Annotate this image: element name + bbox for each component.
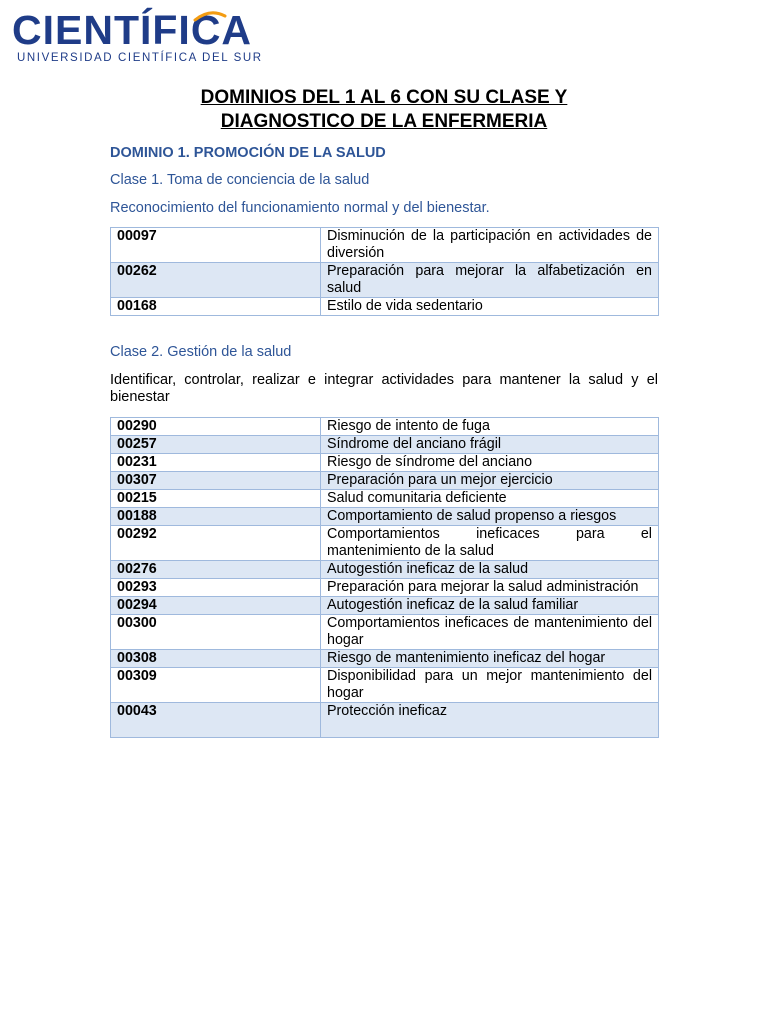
table-row bbox=[111, 579, 659, 597]
diagnosis-description: Preparación para un mejor ejercicio bbox=[321, 472, 659, 490]
table-row bbox=[111, 298, 659, 316]
diagnosis-description: Autogestión ineficaz de la salud familiar bbox=[321, 597, 659, 615]
diagnosis-code: 00307 bbox=[111, 472, 321, 490]
class-2-diagnosis-table bbox=[110, 417, 659, 738]
table-row bbox=[111, 615, 659, 650]
diagnosis-description: Preparación para mejorar la salud administración bbox=[321, 579, 659, 597]
table-row bbox=[111, 436, 659, 454]
diagnosis-description: Disminución de la participación en actividades de diversión bbox=[321, 228, 659, 263]
university-logo bbox=[12, 8, 282, 68]
diagnosis-code: 00168 bbox=[111, 298, 321, 316]
diagnosis-code: 00300 bbox=[111, 615, 321, 650]
diagnosis-description: Autogestión ineficaz de la salud bbox=[321, 561, 659, 579]
diagnosis-code: 00292 bbox=[111, 526, 321, 561]
logo-wordmark: CIENTÍFICA bbox=[12, 7, 253, 53]
diagnosis-code: 00308 bbox=[111, 650, 321, 668]
logo-accent-arc-icon bbox=[192, 10, 228, 22]
diagnosis-code: 00294 bbox=[111, 597, 321, 615]
page-title-line-2: DIAGNOSTICO DE LA ENFERMERIA bbox=[220, 111, 548, 132]
diagnosis-description: Riesgo de mantenimiento ineficaz del hogar bbox=[321, 650, 659, 668]
diagnosis-code: 00231 bbox=[111, 454, 321, 472]
diagnosis-description: Salud comunitaria deficiente bbox=[321, 490, 659, 508]
diagnosis-code: 00215 bbox=[111, 490, 321, 508]
diagnosis-description: Riesgo de síndrome del anciano bbox=[321, 454, 659, 472]
diagnosis-description: Síndrome del anciano frágil bbox=[321, 436, 659, 454]
page-title bbox=[110, 86, 658, 134]
diagnosis-description: Protección ineficaz bbox=[321, 703, 659, 738]
table-row bbox=[111, 263, 659, 298]
logo-subtitle: UNIVERSIDAD CIENTÍFICA DEL SUR bbox=[17, 52, 263, 64]
diagnosis-code: 00188 bbox=[111, 508, 321, 526]
class-1-heading: Clase 1. Toma de conciencia de la salud bbox=[110, 172, 370, 188]
table-row bbox=[111, 650, 659, 668]
table-row bbox=[111, 561, 659, 579]
diagnosis-description: Comportamiento de salud propenso a riesgos bbox=[321, 508, 659, 526]
page-title-line-1: DOMINIOS DEL 1 AL 6 CON SU CLASE Y bbox=[200, 87, 568, 108]
table-row bbox=[111, 454, 659, 472]
diagnosis-code: 00257 bbox=[111, 436, 321, 454]
diagnosis-code: 00309 bbox=[111, 668, 321, 703]
table-row bbox=[111, 526, 659, 561]
table-row bbox=[111, 597, 659, 615]
diagnosis-description: Preparación para mejorar la alfabetización en salud bbox=[321, 263, 659, 298]
table-row bbox=[111, 418, 659, 436]
diagnosis-description: Estilo de vida sedentario bbox=[321, 298, 659, 316]
diagnosis-description: Riesgo de intento de fuga bbox=[321, 418, 659, 436]
table-row bbox=[111, 703, 659, 738]
domain-1-heading: DOMINIO 1. PROMOCIÓN DE LA SALUD bbox=[110, 145, 386, 161]
class-2-description: Identificar, controlar, realizar e integrar actividades para mantener la salud y el bienestar bbox=[110, 372, 658, 405]
diagnosis-code: 00262 bbox=[111, 263, 321, 298]
diagnosis-code: 00043 bbox=[111, 703, 321, 738]
class-1-description: Reconocimiento del funcionamiento normal y del bienestar. bbox=[110, 200, 490, 216]
diagnosis-code: 00097 bbox=[111, 228, 321, 263]
diagnosis-code: 00276 bbox=[111, 561, 321, 579]
table-row bbox=[111, 490, 659, 508]
diagnosis-description: Comportamientos ineficaces para el mantenimiento de la salud bbox=[321, 526, 659, 561]
table-row bbox=[111, 508, 659, 526]
diagnosis-description: Comportamientos ineficaces de mantenimiento del hogar bbox=[321, 615, 659, 650]
table-row bbox=[111, 228, 659, 263]
diagnosis-code: 00293 bbox=[111, 579, 321, 597]
diagnosis-description: Disponibilidad para un mejor mantenimiento del hogar bbox=[321, 668, 659, 703]
class-1-diagnosis-table bbox=[110, 227, 659, 316]
table-row bbox=[111, 668, 659, 703]
diagnosis-code: 00290 bbox=[111, 418, 321, 436]
class-2-heading: Clase 2. Gestión de la salud bbox=[110, 344, 292, 360]
table-row bbox=[111, 472, 659, 490]
